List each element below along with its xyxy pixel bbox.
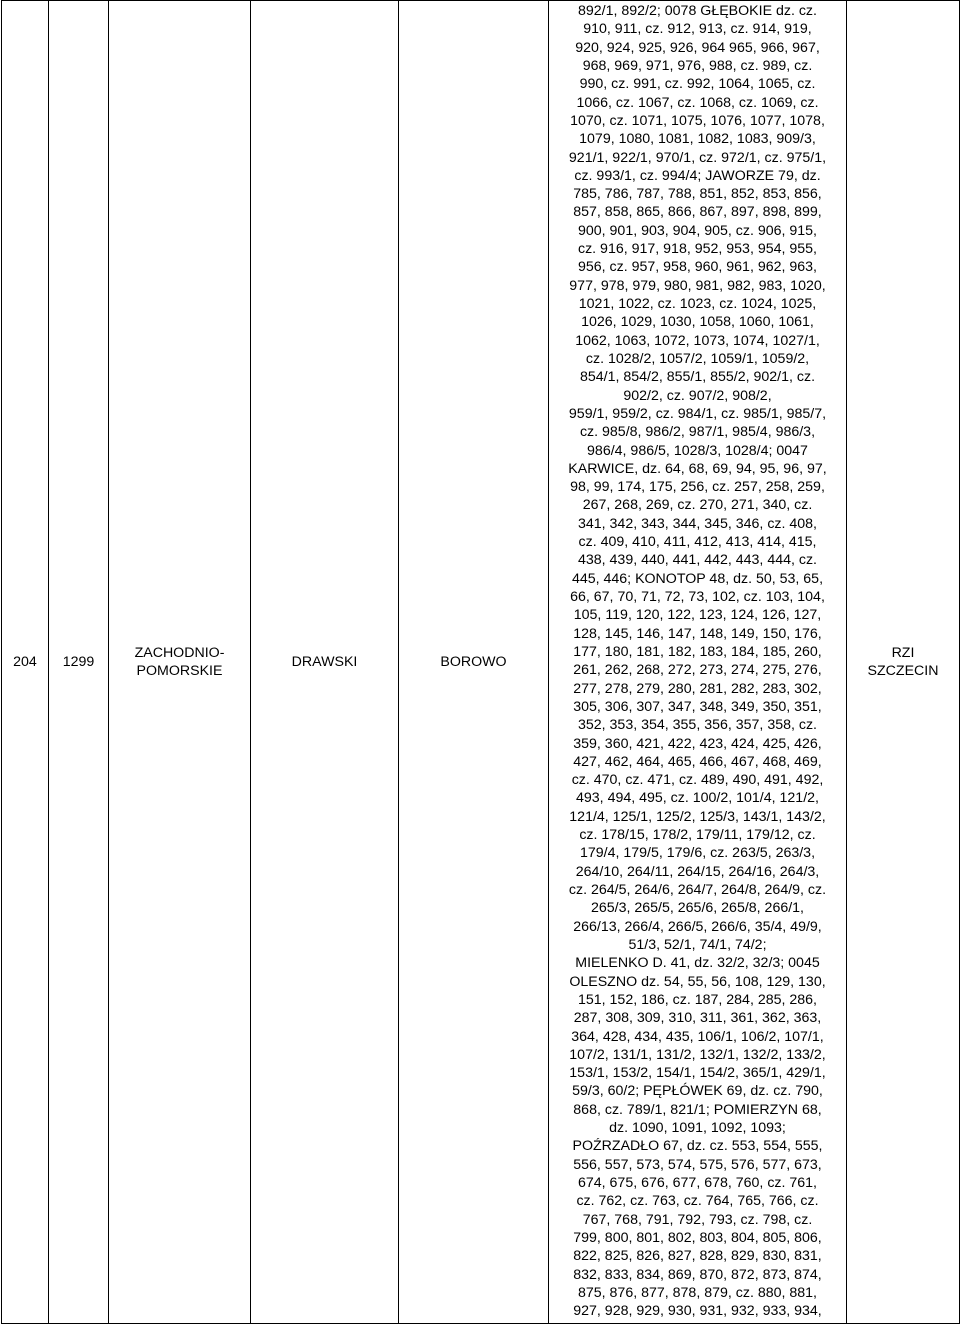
parcel-text-line: 977, 978, 979, 980, 981, 982, 983, 1020,: [569, 277, 826, 294]
parcel-text-line: 151, 152, 186, cz. 187, 284, 285, 286,: [577, 991, 817, 1008]
parcel-text-line: 352, 353, 354, 355, 356, 357, 358, cz.: [577, 717, 817, 734]
parcel-text-line: 1062, 1063, 1072, 1073, 1074, 1027/1,: [575, 332, 820, 349]
parcel-text-line: 822, 825, 826, 827, 828, 829, 830, 831,: [573, 1248, 822, 1265]
authority-cell: [847, 1, 960, 1324]
parcel-text-line: 986/4, 986/5, 1028/3, 1028/4; 0047: [587, 442, 808, 459]
parcel-text-line: 153/1, 153/2, 154/1, 154/2, 365/1, 429/1,: [569, 1065, 826, 1082]
parcel-text-line: 341, 342, 343, 344, 345, 346, cz. 408,: [577, 515, 817, 532]
parcel-text-line: 179/4, 179/5, 179/6, cz. 263/5, 263/3,: [579, 845, 816, 862]
voivodeship-line-2: POMORSKIE: [136, 663, 223, 679]
parcel-text-line: cz. 985/8, 986/2, 987/1, 985/4, 986/3,: [579, 424, 816, 441]
parcel-register-table: [1, 0, 960, 1324]
parcel-text-line: 261, 262, 268, 272, 273, 274, 275, 276,: [573, 662, 822, 679]
parcel-text-line: 121/4, 125/1, 125/2, 125/3, 143/1, 143/2,: [569, 808, 826, 825]
authority-line-2: SZCZECIN: [867, 663, 939, 679]
parcel-text-line: 177, 180, 181, 182, 183, 184, 185, 260,: [573, 643, 822, 660]
parcel-text-line: 264/10, 264/11, 264/15, 264/16, 264/3,: [575, 863, 820, 880]
parcel-text-line: cz. 470, cz. 471, cz. 489, 490, 491, 492,: [571, 772, 824, 789]
lp-cell: 204: [2, 1, 49, 1324]
parcel-text-line: 59/3, 60/2; PĘPŁÓWEK 69, dz. cz. 790,: [572, 1083, 823, 1100]
parcel-text-line: 990, cz. 991, cz. 992, 1064, 1065, cz.: [579, 76, 816, 93]
parcel-text-line: 921/1, 922/1, 970/1, cz. 972/1, cz. 975/1,: [568, 149, 827, 166]
parcel-text-line: 359, 360, 421, 422, 423, 424, 425, 426,: [573, 735, 822, 752]
parcel-text-line: 266/13, 266/4, 266/5, 266/6, 35/4, 49/9,: [573, 918, 822, 935]
parcel-text-line: cz. 916, 917, 918, 952, 953, 954, 955,: [577, 241, 817, 258]
parcel-text-line: OLESZNO dz. 54, 55, 56, 108, 129, 130,: [569, 973, 826, 990]
parcel-text-line: 910, 911, cz. 912, 913, cz. 914, 919,: [583, 21, 812, 38]
parcel-text-line: 857, 858, 865, 866, 867, 897, 898, 899,: [573, 204, 822, 221]
county-cell: DRAWSKI: [251, 1, 399, 1324]
parcel-text-line: 277, 278, 279, 280, 281, 282, 283, 302,: [573, 680, 822, 697]
parcel-text-line: 105, 119, 120, 122, 123, 124, 126, 127,: [573, 607, 822, 624]
parcels-cell: [549, 1, 847, 1324]
voivodeship-cell: [109, 1, 251, 1324]
parcel-text-line: cz. 264/5, 264/6, 264/7, 264/8, 264/9, cz.: [568, 882, 827, 898]
parcel-text-line: 927, 928, 929, 930, 931, 932, 933, 934,: [573, 1303, 822, 1320]
parcel-text-line: 51/3, 52/1, 74/1, 74/2;: [628, 936, 767, 953]
parcel-text-line: 98, 99, 174, 175, 256, cz. 257, 258, 259,: [570, 479, 825, 496]
parcel-text-line: 107/2, 131/1, 131/2, 132/1, 132/2, 133/2,: [569, 1046, 826, 1063]
parcel-text-line: 265/3, 265/5, 265/6, 265/8, 266/1,: [591, 900, 804, 917]
parcel-text-line: 767, 768, 791, 792, 793, cz. 798, cz.: [582, 1211, 813, 1228]
parcel-text-line: 427, 462, 464, 465, 466, 467, 468, 469,: [573, 753, 822, 770]
parcel-text-line: cz. 762, cz. 763, cz. 764, 765, 766, cz.: [576, 1193, 819, 1210]
parcel-text-line: 900, 901, 903, 904, 905, cz. 906, 915,: [577, 222, 817, 239]
parcel-text-line: 799, 800, 801, 802, 803, 804, 805, 806,: [573, 1229, 822, 1246]
parcel-text-line: 959/1, 959/2, cz. 984/1, cz. 985/1, 985/7,: [568, 405, 827, 422]
parcel-text-line: 556, 557, 573, 574, 575, 576, 577, 673,: [573, 1156, 822, 1173]
parcel-text-line: 364, 428, 434, 435, 106/1, 106/2, 107/1,: [571, 1028, 824, 1045]
parcel-text-line: 267, 268, 269, cz. 270, 271, 340, cz.: [582, 497, 813, 514]
parcel-text-line: POŹRZADŁO 67, dz. cz. 553, 554, 555,: [572, 1138, 823, 1155]
parcel-text-line: 868, cz. 789/1, 821/1; POMIERZYN 68,: [573, 1101, 822, 1118]
parcel-text-line: 785, 786, 787, 788, 851, 852, 853, 856,: [573, 186, 822, 203]
parcel-text-line: 968, 969, 971, 976, 988, cz. 989, cz.: [582, 57, 813, 74]
parcel-text-line: 892/1, 892/2; 0078 GŁĘBOKIE dz. cz.: [578, 3, 817, 19]
parcel-text-line: cz. 178/15, 178/2, 179/11, 179/12, cz.: [579, 827, 816, 844]
parcel-text-line: KARWICE, dz. 64, 68, 69, 94, 95, 96, 97,: [568, 460, 827, 477]
parcel-text-line: 956, cz. 957, 958, 960, 961, 962, 963,: [577, 259, 817, 276]
parcel-text-line: 902/2, cz. 907/2, 908/2,: [623, 387, 772, 404]
parcel-text-line: 1026, 1029, 1030, 1058, 1060, 1061,: [581, 314, 814, 331]
parcel-text-line: 1070, cz. 1071, 1075, 1076, 1077, 1078,: [570, 112, 825, 129]
parcel-text-line: 674, 675, 676, 677, 678, 760, cz. 761,: [577, 1175, 817, 1191]
voivodeship-line-1: ZACHODNIO-: [134, 644, 225, 661]
parcel-text-line: 854/1, 854/2, 855/1, 855/2, 902/1, cz.: [579, 369, 816, 386]
parcel-text-line: 875, 876, 877, 878, 879, cz. 880, 881,: [577, 1284, 817, 1301]
parcel-text-line: dz. 1090, 1091, 1092, 1093;: [609, 1120, 786, 1137]
commune-cell: BOROWO: [399, 1, 549, 1324]
parcel-text-line: 305, 306, 307, 347, 348, 349, 350, 351,: [573, 698, 822, 715]
parcel-text-line: cz. 993/1, cz. 994/4; JAWORZE 79, dz.: [574, 167, 821, 184]
parcel-text-line: 832, 833, 834, 869, 870, 872, 873, 874,: [573, 1266, 822, 1283]
parcel-text-line: 1079, 1080, 1081, 1082, 1083, 909/3,: [579, 131, 816, 148]
parcel-text-line: MIELENKO D. 41, dz. 32/2, 32/3; 0045: [575, 955, 820, 972]
parcel-text-line: 920, 924, 925, 926, 964 965, 966, 967,: [575, 39, 820, 56]
parcel-text-line: 1066, cz. 1067, cz. 1068, cz. 1069, cz.: [576, 94, 819, 111]
parcel-text-line: cz. 409, 410, 411, 412, 413, 414, 415,: [578, 534, 817, 551]
authority-line-1: RZI: [891, 644, 915, 661]
parcel-text-line: 287, 308, 309, 310, 311, 361, 362, 363,: [573, 1010, 822, 1027]
parcel-text-line: 493, 494, 495, cz. 100/2, 101/4, 121/2,: [576, 790, 819, 807]
parcel-text-line: 1021, 1022, cz. 1023, cz. 1024, 1025,: [578, 296, 817, 312]
number-cell: 1299: [49, 1, 109, 1324]
table-row: [2, 1, 960, 1324]
parcels-list: [549, 2, 846, 1321]
parcel-text-line: 445, 446; KONOTOP 48, dz. 50, 53, 65,: [571, 570, 824, 587]
parcel-text-line: 128, 145, 146, 147, 148, 149, 150, 176,: [573, 625, 822, 642]
parcel-text-line: 66, 67, 70, 71, 72, 73, 102, cz. 103, 104,: [570, 589, 825, 605]
parcel-text-line: cz. 1028/2, 1057/2, 1059/1, 1059/2,: [585, 350, 810, 367]
parcel-text-line: 438, 439, 440, 441, 442, 443, 444, cz.: [577, 552, 817, 569]
